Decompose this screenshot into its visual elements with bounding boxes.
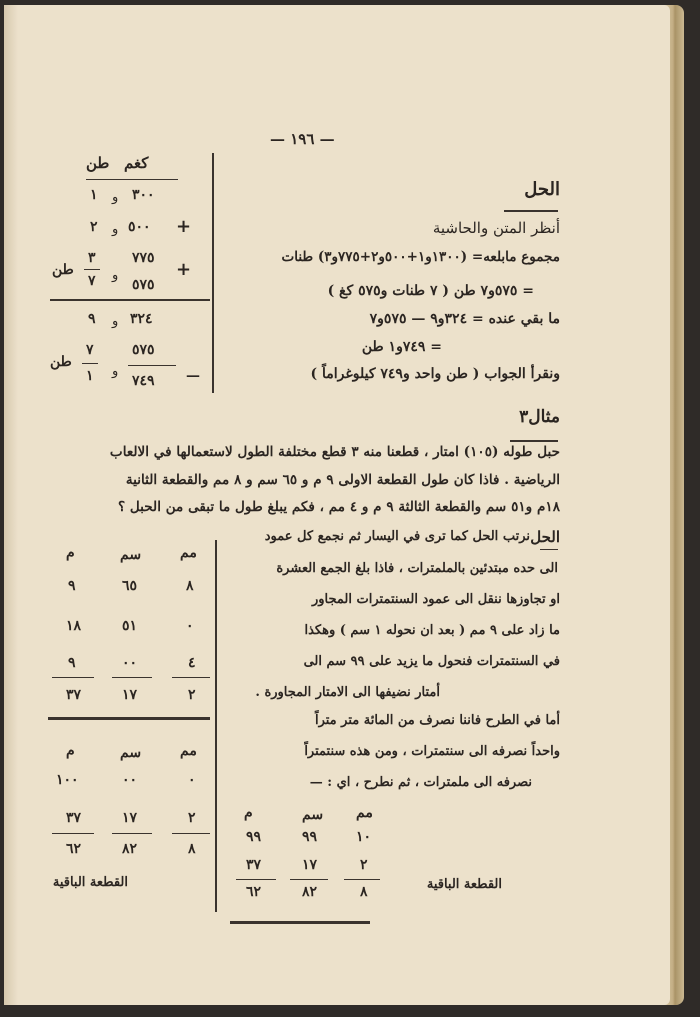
table1-row3-conj: و <box>112 268 119 283</box>
explain-line-2: الى حده مبتدئين بالملمترات ، فاذا بلغ الجمع العشرة <box>276 561 558 576</box>
table3-line-cm <box>112 833 152 834</box>
explain-line-9: نصرفه الى ملمترات ، ثم نطرح ، اي : — <box>309 775 532 790</box>
table1-row5-conj: و <box>112 364 119 379</box>
problem-line-1: حبل طوله (١٠٥) امتار ، قطعنا منه ٣ قطع مختلفة الطول لاستعمالها في الالعاب <box>109 444 560 460</box>
solution-line-2: مجموع مابلعه= (١٣٠٠و١+٥٠٠و٢+٧٧٥و٣) طنات <box>281 249 560 265</box>
table3-label: القطعة الباقية <box>52 875 128 890</box>
solution-line-5: = ٧٤٩و١ طن <box>361 339 442 355</box>
explain-line-8: واحداً نصرفه الى سنتمترات ، ومن هذه سنتمتراً <box>304 744 560 759</box>
table3-row2-cm: ١٧ <box>122 810 138 826</box>
table4-result-mm: ٨ <box>360 884 368 900</box>
table1-row5-sub-line <box>128 365 176 366</box>
table2-row1-cm: ٦٥ <box>122 578 138 594</box>
table1-row5-ton-den: ١ <box>86 368 94 384</box>
table2-row2-cm: ٥١ <box>122 618 138 634</box>
table1-row5-kg-bottom: ٧٤٩ <box>132 373 155 389</box>
table1-row1-kg: ٣٠٠ <box>132 187 155 203</box>
table3-result-mm: ٨ <box>188 841 196 857</box>
explain-line-4: ما زاد على ٩ مم ( بعد ان نحوله ١ سم ) وهكذا <box>304 623 560 638</box>
table3-line-mm <box>172 833 210 834</box>
table1-row3-op: + <box>176 259 192 280</box>
table4-header-mm: مم <box>356 805 373 821</box>
table1-row5-op: — <box>186 368 200 384</box>
table2-line-cm <box>112 677 152 678</box>
explain-line-7: أما في الطرح فاننا نصرف من المائة متر متراً <box>314 713 560 728</box>
table4-row2-mm: ٢ <box>360 857 368 873</box>
table3-header-cm: سم <box>120 745 142 761</box>
table3-row2-m: ٣٧ <box>66 810 82 826</box>
table2-row1-mm: ٨ <box>186 578 194 594</box>
table2-line-m <box>52 677 94 678</box>
table2-separator <box>48 717 210 720</box>
table2-row3-cm: ٠٠ <box>122 655 138 671</box>
solution-heading: الحل <box>524 179 560 200</box>
table4-line-mm <box>344 879 380 880</box>
table1-row3-fraction-bar <box>84 269 100 270</box>
table3-row1-cm: ٠٠ <box>122 772 138 788</box>
table4-result-cm: ٨٢ <box>302 884 318 900</box>
page-number: — ١٩٦ — <box>270 130 335 148</box>
table2-row3-mm: ٤ <box>188 655 196 671</box>
table3-header-m: م <box>66 743 75 759</box>
table1-row3-kg-top: ٧٧٥ <box>132 250 155 266</box>
table2-total-cm: ١٧ <box>122 687 138 703</box>
table3-result-m: ٦٢ <box>66 841 82 857</box>
bottom-rule <box>230 921 370 924</box>
table2-row2-mm: ٠ <box>186 618 194 634</box>
table1-row3-kg-bottom: ٥٧٥ <box>132 277 155 293</box>
table3-header-mm: مم <box>180 743 197 759</box>
table1-row3-ton-unit: طن <box>52 262 74 278</box>
table2-row1-m: ٩ <box>68 578 76 594</box>
table1-row3-ton-num: ٣ <box>88 250 96 266</box>
table3-row2-mm: ٢ <box>188 810 196 826</box>
table2-line-mm <box>172 677 210 678</box>
solution-line-1: أنظر المتن والحاشية <box>432 219 560 237</box>
table4-row1-m: ٩٩ <box>246 829 262 845</box>
table1-row5-fraction-bar <box>82 363 98 364</box>
table2-header-mm: مم <box>180 545 197 561</box>
example-solution-underline <box>540 549 558 550</box>
table2-header-cm: سم <box>120 547 142 563</box>
column-divider-bottom <box>215 540 217 912</box>
example-heading-underline <box>510 440 558 442</box>
table3-row1-m: ١٠٠ <box>56 772 79 788</box>
table4-result-m: ٦٢ <box>246 884 262 900</box>
solution-line-6: ونقرأ الجواب ( طن واحد و٧٤٩ كيلوغراماً ) <box>310 366 560 382</box>
table4-line-m <box>236 879 276 880</box>
page-fold-shadow <box>4 5 18 1005</box>
book-page <box>4 5 670 1005</box>
table4-row2-m: ٣٧ <box>246 857 262 873</box>
solution-heading-underline <box>504 210 558 212</box>
solution-line-4: ما بقي عنده = ٣٢٤و٩ — ٥٧٥و٧ <box>369 311 560 327</box>
table2-header-m: م <box>66 545 75 561</box>
table4-row2-cm: ١٧ <box>302 857 318 873</box>
problem-line-2: الرياضية . فاذا كان طول القطعة الاولى ٩ م و ٦٥ سم و ٨ مم والقطعة الثانية <box>125 472 560 488</box>
table2-total-m: ٣٧ <box>66 687 82 703</box>
table1-header-ton: طن <box>86 154 110 172</box>
table1-header-underline <box>86 179 178 180</box>
table1-row5-kg-top: ٥٧٥ <box>132 342 155 358</box>
column-divider-top <box>212 153 214 393</box>
table4-label: القطعة الباقية <box>426 877 502 892</box>
table4-row1-mm: ١٠ <box>356 829 372 845</box>
example-solution-heading: الحل <box>530 528 560 546</box>
explain-line-1: نرتب الحل كما ترى في اليسار ثم نجمع كل عمود <box>264 529 530 544</box>
problem-line-3: ١٨م و٥١ سم والقطعة الثالثة ٩ م و ٤ مم ، فكم يبلغ طول ما تبقى من الحبل ؟ <box>117 499 560 515</box>
table1-row4-kg: ٣٢٤ <box>130 311 153 327</box>
table1-row4-ton: ٩ <box>88 311 96 327</box>
table2-row2-m: ١٨ <box>66 618 82 634</box>
table1-row4-conj: و <box>112 314 119 329</box>
table2-row3-m: ٩ <box>68 655 76 671</box>
table1-sum-line <box>50 299 210 301</box>
table1-row5-ton-num: ٧ <box>86 342 94 358</box>
solution-line-3: = ٥٧٥و٧ طن ( ٧ طنات و٥٧٥ كغ ) <box>327 283 534 299</box>
table4-header-cm: سم <box>302 807 324 823</box>
explain-line-3: او تجاوزها ننقل الى عمود السنتمترات المجاور <box>311 592 560 607</box>
explain-line-5: في السنتمترات فنحول ما يزيد على ٩٩ سم الى <box>303 654 560 669</box>
table1-header-kg: كغم <box>124 154 149 172</box>
table1-row2-kg: ٥٠٠ <box>128 219 151 235</box>
explain-line-6: أمتار نضيفها الى الامتار المجاورة . <box>255 685 440 700</box>
table2-total-mm: ٢ <box>188 687 196 703</box>
table1-row1-ton: ١ <box>90 187 98 203</box>
table1-row2-ton: ٢ <box>90 219 98 235</box>
table1-row2-op: + <box>176 216 192 237</box>
table3-result-cm: ٨٢ <box>122 841 138 857</box>
table1-row2-conj: و <box>112 222 119 237</box>
table1-row3-ton-den: ٧ <box>88 273 96 289</box>
table1-row1-conj: و <box>112 190 119 205</box>
table1-row5-ton-unit: طن <box>50 354 72 370</box>
table4-line-cm <box>290 879 328 880</box>
table4-header-m: م <box>244 805 253 821</box>
table3-row1-mm: ٠ <box>188 772 196 788</box>
table4-row1-cm: ٩٩ <box>302 829 318 845</box>
table3-line-m <box>52 833 94 834</box>
example-heading: مثال٣ <box>519 407 560 427</box>
